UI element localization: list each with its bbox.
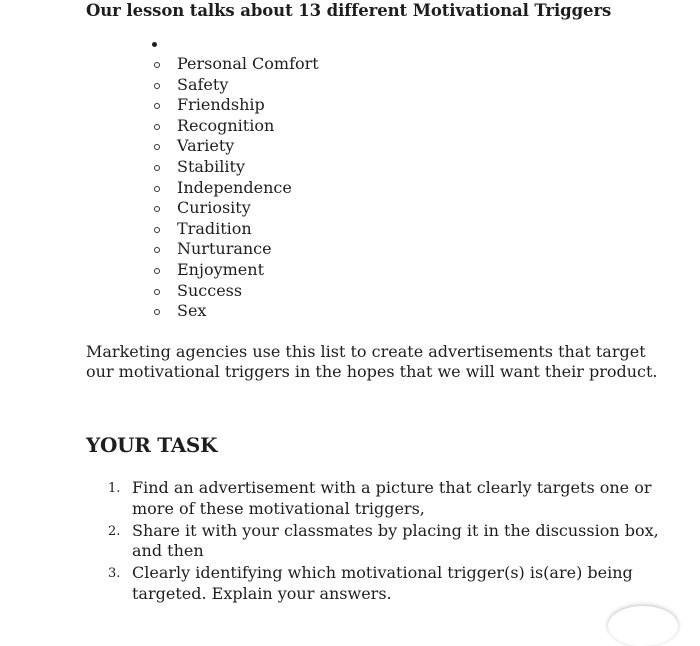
trigger-label: Nurturance xyxy=(177,239,272,259)
hollow-bullet-icon xyxy=(154,83,160,89)
task-number: 2. xyxy=(108,523,121,539)
task-text: Find an advertisement with a picture that clearly targets one or more of these motivational triggers, xyxy=(132,478,652,518)
task-text: Clearly identifying which motivational trigger(s) is(are) being targeted. Explain your answers. xyxy=(132,563,633,603)
trigger-label: Friendship xyxy=(177,95,265,115)
marketing-paragraph: Marketing agencies use this list to create advertisements that target our motivational triggers in the hopes that we will want their product. xyxy=(86,342,658,381)
task-heading: YOUR TASK xyxy=(86,433,218,457)
hollow-bullet-icon xyxy=(154,124,160,130)
hollow-bullet-icon xyxy=(154,62,160,68)
task-item xyxy=(0,478,680,519)
trigger-label: Curiosity xyxy=(177,198,251,218)
task-text: Share it with your classmates by placing it in the discussion box, and then xyxy=(132,520,659,560)
trigger-label: Variety xyxy=(177,136,235,156)
floating-button-edge[interactable] xyxy=(608,606,678,646)
hollow-bullet-icon xyxy=(154,309,160,315)
task-item xyxy=(0,521,680,562)
trigger-label: Tradition xyxy=(177,218,252,238)
hollow-bullet-icon xyxy=(154,289,160,295)
trigger-label: Enjoyment xyxy=(177,259,264,279)
task-number: 1. xyxy=(108,481,121,496)
trigger-label: Recognition xyxy=(177,115,275,135)
hollow-bullet-icon xyxy=(154,144,160,150)
lesson-heading: Our lesson talks about 13 different Motivational Triggers xyxy=(86,1,612,20)
trigger-label: Success xyxy=(177,280,243,300)
hollow-bullet-icon xyxy=(154,186,160,192)
hollow-bullet-icon xyxy=(154,268,160,274)
hollow-bullet-icon xyxy=(154,206,160,212)
hollow-bullet-icon xyxy=(154,227,160,233)
trigger-label: Sex xyxy=(177,301,207,321)
task-list xyxy=(0,478,680,606)
trigger-label: Safety xyxy=(177,74,229,94)
hollow-bullet-icon xyxy=(154,165,160,171)
task-item xyxy=(0,563,680,604)
hollow-bullet-icon xyxy=(154,247,160,253)
trigger-label: Personal Comfort xyxy=(177,54,319,73)
trigger-label: Stability xyxy=(177,156,245,176)
task-number: 3. xyxy=(108,566,121,581)
bullet-icon xyxy=(152,42,157,47)
hollow-bullet-icon xyxy=(154,103,160,109)
trigger-label: Independence xyxy=(177,177,292,197)
